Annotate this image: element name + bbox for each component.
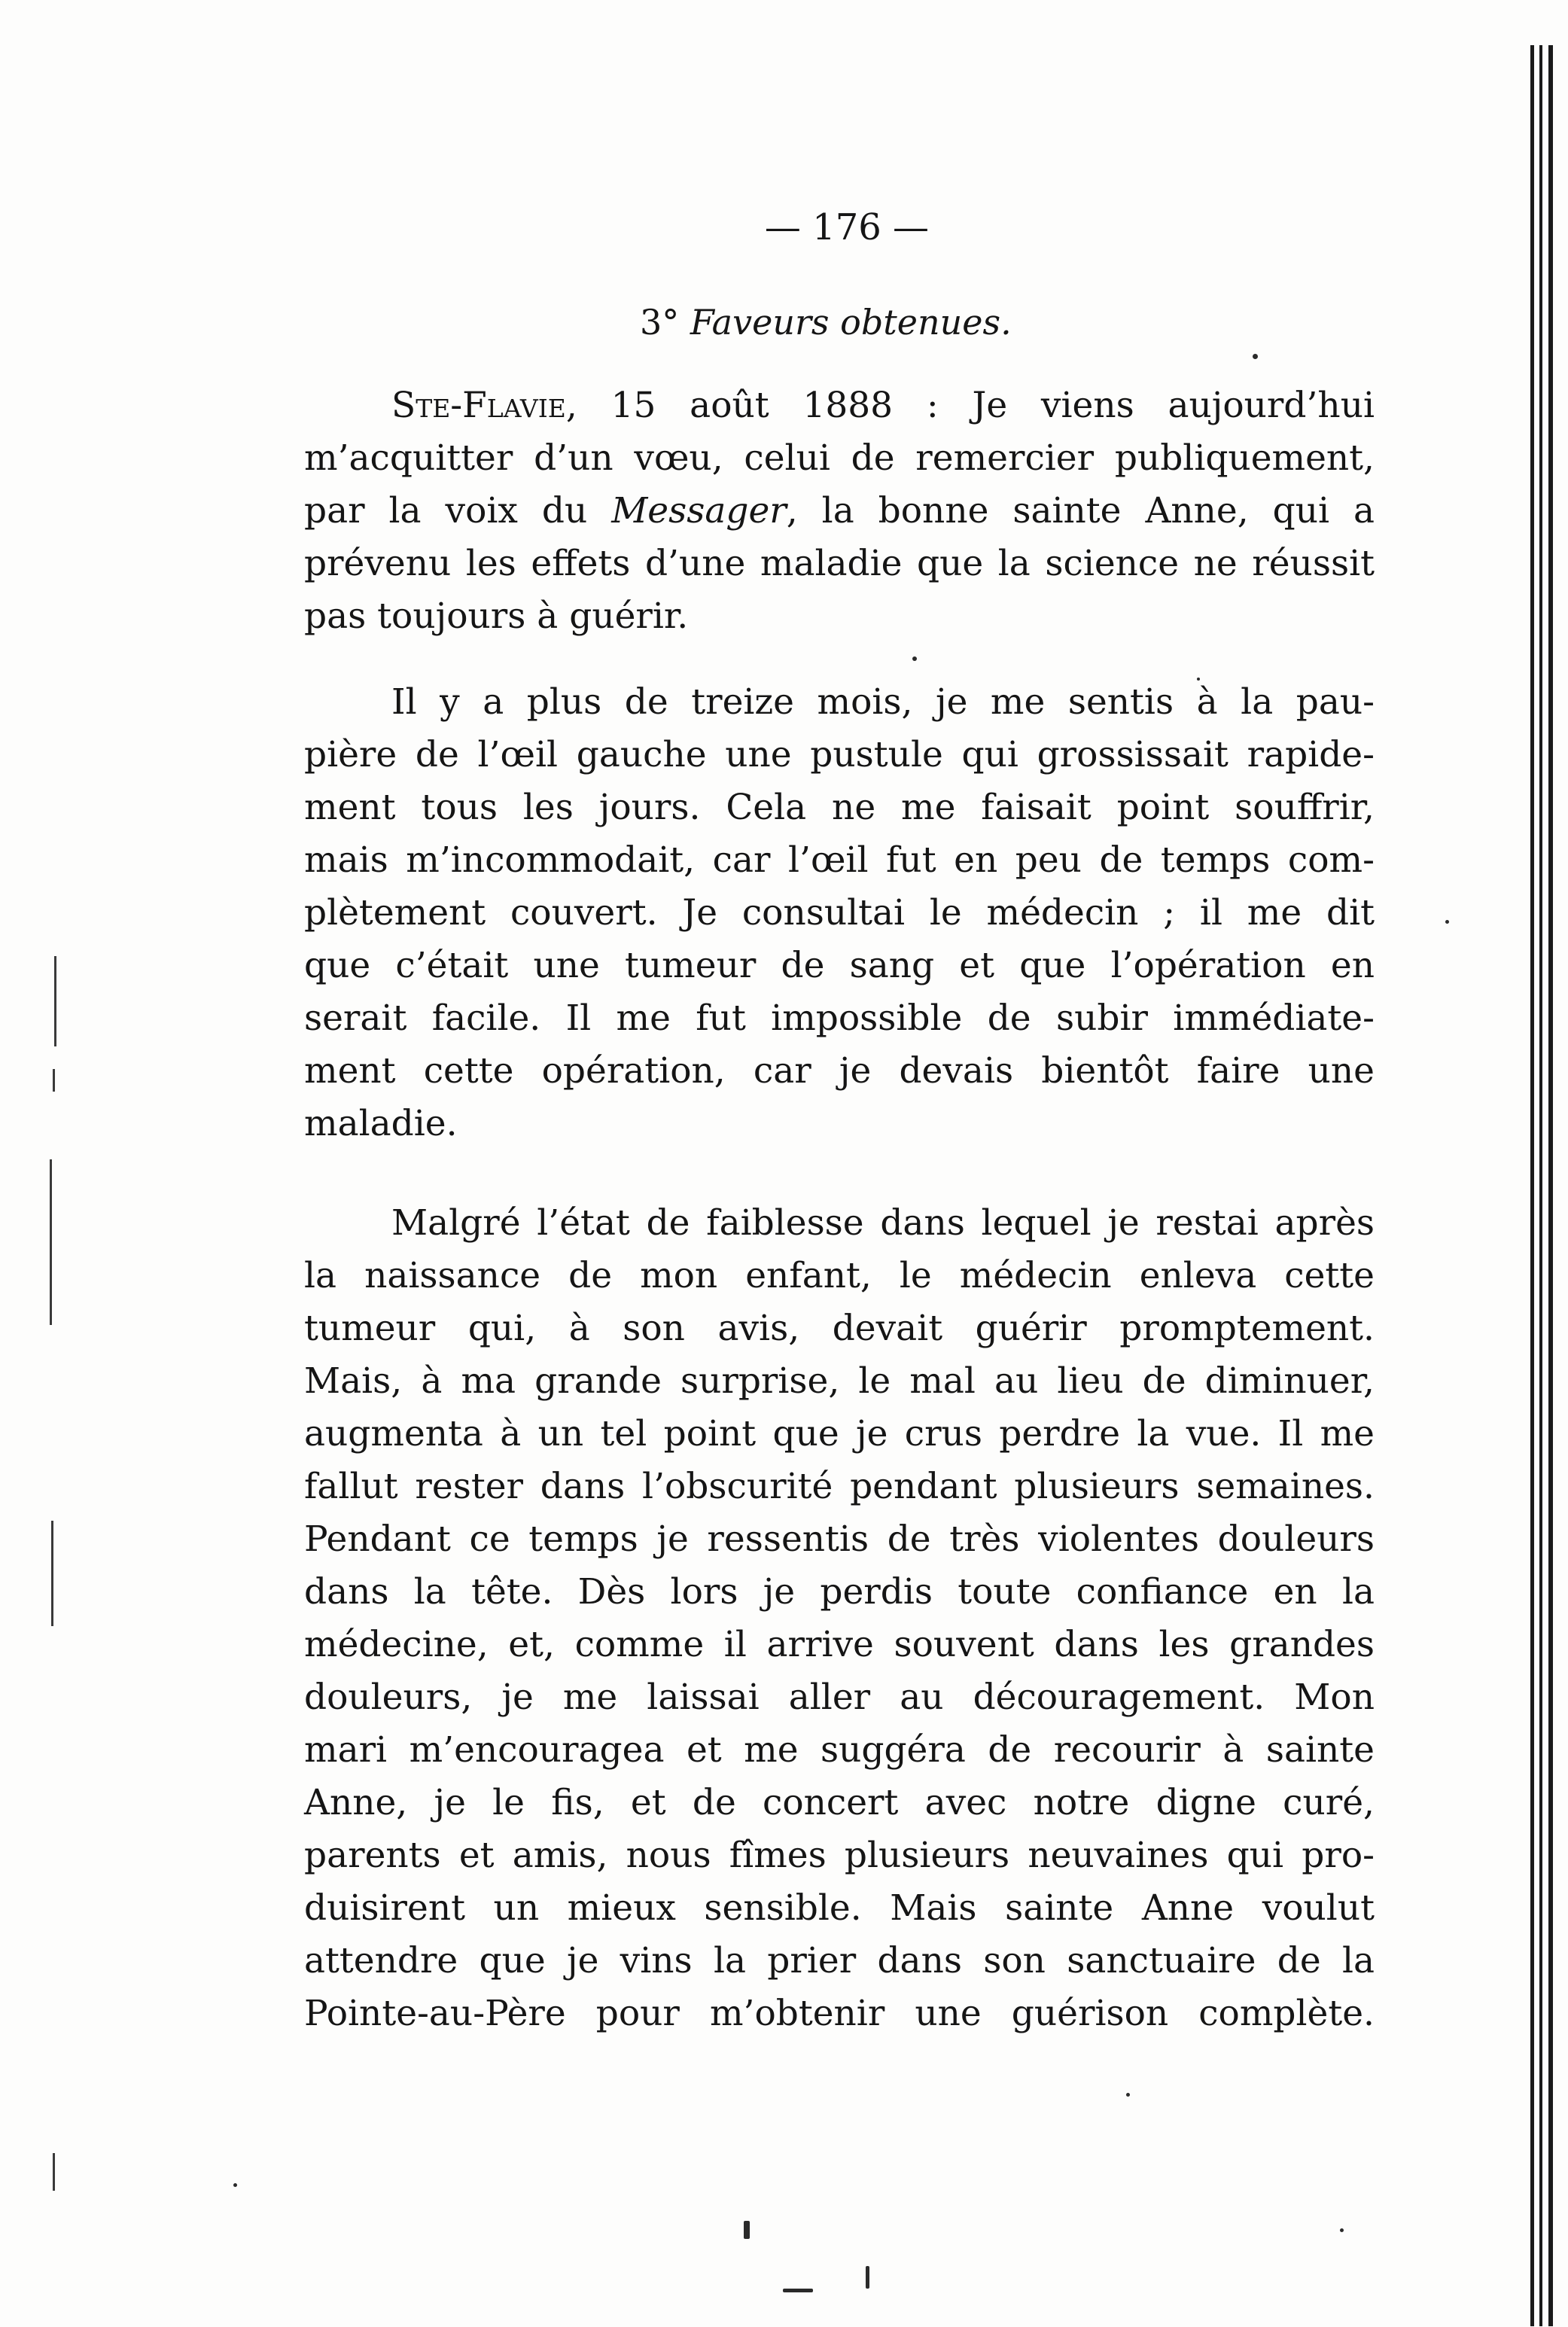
scan-mark bbox=[54, 956, 56, 1046]
scan-mark bbox=[51, 1521, 53, 1626]
text-line: fallut rester dans l’obscurité pendant plusieurs semaines. bbox=[304, 1466, 1375, 1507]
text-line: m’acquitter d’un vœu, celui de remercier publiquement, bbox=[304, 437, 1375, 479]
text-line: duisirent un mieux sensible. Mais sainte Anne voulut bbox=[304, 1887, 1375, 1929]
text-line: douleurs, je me laissai aller au découragement. Mon bbox=[304, 1677, 1375, 1718]
binding-line bbox=[1530, 45, 1534, 2326]
scan-mark bbox=[53, 1069, 55, 1092]
section-number: 3° bbox=[640, 302, 690, 343]
text-line: plètement couvert. Je consultai le médecin ; il me dit bbox=[304, 892, 1375, 934]
text-line bbox=[391, 382, 1375, 429]
text-line bbox=[304, 488, 1375, 535]
book-binding-edge bbox=[1524, 45, 1559, 2326]
text-line: pière de l’œil gauche une pustule qui grossissait rapide- bbox=[304, 734, 1375, 775]
speck bbox=[744, 2221, 750, 2239]
text-line: Malgré l’état de faiblesse dans lequel je restai après bbox=[391, 1202, 1375, 1244]
text-line: la naissance de mon enfant, le médecin enleva cette bbox=[304, 1255, 1375, 1296]
line-text: par la voix du bbox=[304, 490, 612, 531]
speck bbox=[1340, 2228, 1344, 2232]
scan-mark bbox=[50, 1159, 52, 1325]
text-line: parents et amis, nous fîmes plusieurs neuvaines qui pro- bbox=[304, 1835, 1375, 1876]
text-line: tumeur qui, à son avis, devait guérir promptement. bbox=[304, 1308, 1375, 1349]
speck bbox=[912, 656, 917, 661]
speck bbox=[233, 2183, 237, 2187]
text-line: augmenta à un tel point que je crus perdre la vue. Il me bbox=[304, 1413, 1375, 1454]
section-heading bbox=[640, 300, 1012, 345]
place-name: Ste-Flavie bbox=[391, 385, 566, 426]
binding-line bbox=[1548, 45, 1553, 2326]
text-line: Mais, à ma grande surprise, le mal au lieu de diminuer, bbox=[304, 1360, 1375, 1402]
speck bbox=[783, 2289, 813, 2292]
text-line: maladie. bbox=[304, 1103, 458, 1144]
speck bbox=[1445, 920, 1449, 924]
speck bbox=[866, 2266, 869, 2289]
speck bbox=[1197, 678, 1200, 681]
text-line: Anne, je le fis, et de concert avec notre digne curé, bbox=[304, 1782, 1375, 1823]
text-line: pas toujours à guérir. bbox=[304, 595, 689, 637]
text-line: Pendant ce temps je ressentis de très violentes douleurs bbox=[304, 1518, 1375, 1560]
line-text: , la bonne sainte Anne, qui a bbox=[786, 490, 1375, 531]
text-line: médecine, et, comme il arrive souvent dans les grandes bbox=[304, 1624, 1375, 1665]
text-line: attendre que je vins la prier dans son sanctuaire de la bbox=[304, 1940, 1375, 1981]
text-line: que c’était une tumeur de sang et que l’opération en bbox=[304, 945, 1375, 986]
scan-mark bbox=[53, 2153, 55, 2191]
text-line: ment tous les jours. Cela ne me faisait point souffrir, bbox=[304, 787, 1375, 828]
text-line: Pointe-au-Père pour m’obtenir une guérison complète. bbox=[304, 1993, 1375, 2034]
journal-name: Messager bbox=[611, 490, 787, 531]
text-line: Il y a plus de treize mois, je me sentis à la pau- bbox=[391, 681, 1375, 723]
text-line: serait facile. Il me fut impossible de subir immédiate- bbox=[304, 998, 1375, 1039]
speck bbox=[1253, 354, 1258, 359]
page-number: — 176 — bbox=[764, 206, 930, 248]
section-title: Faveurs obtenues. bbox=[690, 302, 1012, 343]
text-line: mais m’incommodait, car l’œil fut en peu de temps com- bbox=[304, 839, 1375, 881]
text-line: ment cette opération, car je devais bientôt faire une bbox=[304, 1050, 1375, 1092]
binding-line bbox=[1539, 45, 1542, 2326]
text-line: prévenu les effets d’une maladie que la science ne réussit bbox=[304, 543, 1375, 584]
text-line: mari m’encouragea et me suggéra de recourir à sainte bbox=[304, 1729, 1375, 1771]
speck bbox=[1126, 2093, 1130, 2097]
line-text: , 15 août 1888 : Je viens aujourd’hui bbox=[565, 385, 1375, 426]
text-line: dans la tête. Dès lors je perdis toute confiance en la bbox=[304, 1571, 1375, 1613]
